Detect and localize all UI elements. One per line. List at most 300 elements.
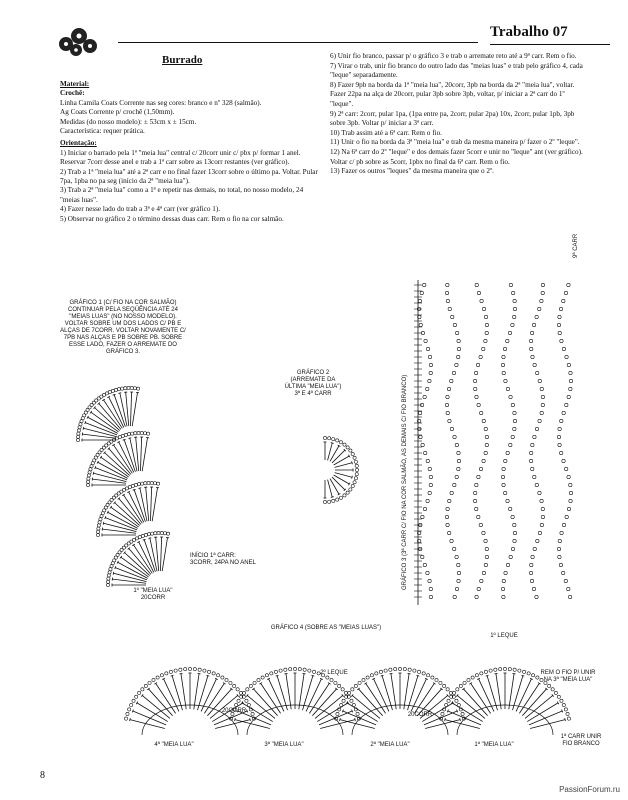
grafico4-fan-1-chain bbox=[193, 668, 196, 671]
grafico2-fan-stitch bbox=[330, 479, 339, 495]
grafico3-chain bbox=[569, 379, 572, 382]
grafico4-fan-3-chain bbox=[455, 699, 458, 702]
grafico3-chain bbox=[532, 323, 535, 326]
grafico1-half-moon-4-stitch bbox=[82, 434, 116, 438]
grafico3-chain bbox=[446, 395, 449, 398]
grafico3-chain bbox=[535, 315, 538, 318]
meia-lua-4-label: 4ª "MEIA LUA" bbox=[154, 742, 194, 748]
grafico1-half-moon-3-stitch-top bbox=[93, 472, 94, 475]
grafico1-half-moon-3-chain bbox=[124, 433, 127, 436]
grafico3-chain bbox=[455, 475, 458, 478]
watermark: PassionForum.ru bbox=[559, 785, 620, 794]
grafico3-chain bbox=[447, 387, 450, 390]
grafico1-half-moon-3-chain bbox=[140, 431, 143, 434]
grafico1-half-moon-1-stitch bbox=[162, 538, 167, 572]
grafico3-chain bbox=[531, 443, 534, 446]
grafico3-chain bbox=[513, 299, 516, 302]
grafico4-fan-4-chain bbox=[554, 691, 557, 694]
grafico3-chain bbox=[484, 563, 487, 566]
grafico1-half-moon-2-stitch-top bbox=[138, 488, 141, 489]
grafico4-fan-4-chain bbox=[557, 695, 560, 698]
grafico3-chain bbox=[509, 555, 512, 558]
grafico1-half-moon-2-stitch-top bbox=[133, 489, 136, 490]
grafico3-chain bbox=[513, 531, 516, 534]
grafico3-chain bbox=[564, 291, 567, 294]
grafico4-fan-3-stitch-top bbox=[460, 718, 461, 721]
grafico1-half-moon-4-chain bbox=[133, 387, 136, 390]
grafico4-fan-1-stitch-top bbox=[171, 675, 174, 676]
grafico3-chain bbox=[565, 403, 568, 406]
grafico3-chain bbox=[560, 531, 563, 534]
grafico1-half-moon-4-chain bbox=[117, 388, 120, 391]
grafico4-fan-1-stitch bbox=[194, 674, 199, 710]
agulha-text: Ag Coats Corrente p/ crochê (1,50mm). bbox=[60, 108, 175, 117]
grafico3-chain bbox=[482, 419, 485, 422]
grafico2-fan-chain bbox=[346, 446, 349, 449]
grafico4-fan-2-stitch-top bbox=[355, 718, 356, 721]
grafico4-fan-1-chain bbox=[239, 691, 242, 694]
grafico4-fan-3-stitch-top bbox=[342, 710, 343, 713]
grafico3-chain bbox=[564, 467, 567, 470]
grafico1-half-moon-1-chain bbox=[151, 532, 154, 535]
grafico1-half-moon-4-chain bbox=[114, 388, 117, 391]
grafico4-fan-3-chain bbox=[370, 674, 373, 677]
grafico3-chain bbox=[503, 491, 506, 494]
grafico3-chain bbox=[428, 379, 431, 382]
grafico3-chain bbox=[541, 291, 544, 294]
grafico3-chain bbox=[558, 331, 561, 334]
grafico3-chain bbox=[429, 595, 432, 598]
grafico3-chain bbox=[559, 307, 562, 310]
grafico4-fan-4-chain bbox=[475, 674, 478, 677]
grafico3-chain bbox=[529, 571, 532, 574]
grafico4-fan-4-chain bbox=[484, 670, 487, 673]
grafico4-fan-3-chain bbox=[439, 681, 442, 684]
grafico1-half-moon-3-chain bbox=[86, 483, 89, 486]
grafico4-base-arc-4 bbox=[457, 705, 553, 735]
grafico3-chain bbox=[455, 331, 458, 334]
grafico1-half-moon-4-chain bbox=[78, 426, 81, 429]
grafico4-fan-2-chain bbox=[270, 672, 273, 675]
grafico1-half-moon-3-chain bbox=[143, 432, 146, 435]
grafico3-chain bbox=[475, 595, 478, 598]
grafico4-fan-2-chain bbox=[249, 684, 252, 687]
grafico3-chain bbox=[562, 459, 565, 462]
grafico3-chain bbox=[426, 387, 429, 390]
grafico3-chain bbox=[418, 411, 421, 414]
grafico1-half-moon-1-stitch bbox=[160, 537, 161, 571]
grafico4-fan-4-chain bbox=[459, 684, 462, 687]
grafico1-half-moon-1-stitch-top bbox=[113, 572, 114, 575]
grafico4-fan-3-stitch bbox=[404, 674, 409, 710]
grafico3-chain bbox=[540, 299, 543, 302]
grafico4-fan-4-stitch-top bbox=[521, 675, 524, 676]
grafico4-fan-3-chain bbox=[422, 672, 425, 675]
grafico3-chain bbox=[426, 499, 429, 502]
grafico3-chain bbox=[511, 435, 514, 438]
grafico3-chain bbox=[421, 515, 424, 518]
grafico3-chain bbox=[509, 395, 512, 398]
grafico3-chain bbox=[541, 283, 544, 286]
grafico2-fan-stitch bbox=[330, 446, 339, 462]
grafico4-fan-2-stitch bbox=[277, 676, 287, 710]
grafico3-chain bbox=[538, 491, 541, 494]
grafico3-chain bbox=[562, 523, 565, 526]
grafico4-fan-4-stitch-top bbox=[445, 718, 446, 721]
grafico1-half-moon-4-chain bbox=[76, 438, 79, 441]
grafico3-chain bbox=[512, 315, 515, 318]
grafico4-fan-2-chain bbox=[246, 688, 249, 691]
grafico2-fan-chain bbox=[351, 452, 354, 455]
page-number: 8 bbox=[40, 770, 45, 781]
grafico3-chain bbox=[477, 587, 480, 590]
grafico3-chain bbox=[482, 347, 485, 350]
grafico1-half-moon-3-stitch-top bbox=[95, 466, 96, 469]
grafico1-half-moon-4-stitch-top bbox=[83, 427, 84, 430]
grafico2-fan-chain bbox=[328, 500, 331, 503]
grafico1-half-moon-3-chain bbox=[87, 474, 90, 477]
grafico3-chain bbox=[453, 323, 456, 326]
grafico1-half-moon-1-chain bbox=[107, 574, 110, 577]
grafico4-fan-1-chain bbox=[152, 678, 155, 681]
grafico4-fan-2-chain bbox=[261, 676, 264, 679]
grafico4-fan-4-chain bbox=[551, 688, 554, 691]
grafico3-chain bbox=[473, 379, 476, 382]
grafico3-chain bbox=[529, 339, 532, 342]
grafico4-fan-2-chain bbox=[257, 678, 260, 681]
grafico2-fan-chain bbox=[351, 484, 354, 487]
grafico1-half-moon-1-stitch-top bbox=[148, 538, 151, 539]
grafico4-fan-1-chain bbox=[126, 712, 129, 715]
step-7: 7) Virar o trab, unir fio branco do outro lado das "meias luas" e trab pelo gráfico 4, cada "leque" separadamente. bbox=[330, 61, 583, 80]
grafico1-half-moon-4-stitch bbox=[130, 392, 131, 426]
grafico3-chain bbox=[475, 507, 478, 510]
grafico4-fan-2-chain bbox=[293, 667, 296, 670]
grafico2-fan-stitch bbox=[328, 443, 333, 460]
grafico1-half-moon-1-chain bbox=[109, 568, 112, 571]
grafico2-fan-chain bbox=[355, 468, 358, 471]
grafico4-fan-4-stitch-top bbox=[486, 675, 489, 676]
grafico3-chain bbox=[511, 403, 514, 406]
grafico3-chain bbox=[541, 507, 544, 510]
grafico4-fan-2-stitch bbox=[299, 674, 304, 710]
step-13: 13) Fazer os outros "leques" da mesma maneira que o 2º. bbox=[330, 167, 494, 176]
grafico1-half-moon-1-chain bbox=[147, 533, 150, 536]
grafico1-half-moon-3-stitch bbox=[140, 437, 141, 471]
grafico1-half-moon-4-chain bbox=[127, 386, 130, 389]
grafico4-fan-4-chain bbox=[564, 708, 567, 711]
grafico3-chain bbox=[530, 563, 533, 566]
grafico4-fan-2-chain bbox=[284, 668, 287, 671]
grafico1-half-moon-2-stitch bbox=[102, 529, 136, 533]
grafico3-chain bbox=[428, 467, 431, 470]
grafico1-half-moon-2-chain bbox=[144, 482, 147, 485]
grafico3-chain bbox=[540, 387, 543, 390]
grafico3-chain bbox=[511, 291, 514, 294]
grafico4-fan-3-chain bbox=[394, 668, 397, 671]
grafico3-chain bbox=[429, 371, 432, 374]
grafico4-fan-1-chain bbox=[217, 674, 220, 677]
grafico1-half-moon-1-stitch-top bbox=[143, 539, 146, 540]
grafico1-half-moon-1-chain bbox=[167, 532, 170, 535]
grafico3-chain bbox=[562, 347, 565, 350]
grafico2-fan-chain bbox=[349, 449, 352, 452]
grafico3-chain bbox=[475, 283, 478, 286]
grafico1-half-moon-2-chain bbox=[131, 484, 134, 487]
grafico3-chain bbox=[568, 595, 571, 598]
grafico4-fan-2-stitch bbox=[286, 674, 291, 710]
grafico3-chain bbox=[447, 531, 450, 534]
grafico1-half-moon-2-chain bbox=[157, 482, 160, 485]
grafico4-fan-1-stitch-top bbox=[130, 718, 131, 721]
grafico4-fan-1-chain bbox=[174, 669, 177, 672]
grafico4-fan-2-chain bbox=[338, 684, 341, 687]
grafico4-fan-4-chain bbox=[447, 699, 450, 702]
grafico3-chain bbox=[453, 435, 456, 438]
grafico1-half-moon-1-chain bbox=[106, 580, 109, 583]
grafico3-chain bbox=[477, 291, 480, 294]
grafico3-chain bbox=[419, 435, 422, 438]
grafico4-fan-1-chain bbox=[184, 668, 187, 671]
grafico3-chain bbox=[446, 523, 449, 526]
grafico3-chain bbox=[538, 307, 541, 310]
grafico4-fan-1-chain bbox=[141, 688, 144, 691]
rem-fio-label: REM O FIO P/ UNIR NA 3ª "MEIA LUA" bbox=[540, 670, 596, 683]
grafico2-fan-stitch bbox=[334, 475, 350, 484]
grafico4-fan-3-stitch-top bbox=[457, 710, 458, 713]
grafico4-fan-2-chain bbox=[279, 669, 282, 672]
grafico3-chain bbox=[445, 291, 448, 294]
grafico4-fan-1-chain bbox=[225, 678, 228, 681]
grafico4-fan-3-stitch bbox=[408, 676, 418, 710]
grafico1-half-moon-4-chain bbox=[111, 389, 114, 392]
step-3: 3) Trab a 2ª "meia lua" como a 1ª e repetir nas demais, no total, no nosso modelo, 24 "meias luas". bbox=[60, 186, 304, 204]
grafico3-chain bbox=[446, 411, 449, 414]
grafico4-fan-3-chain bbox=[435, 678, 438, 681]
step-6: 6) Unir fio branco, passar p/ o gráfico 3 e trab o arremate reto até a 9ª carr. Rem o fio. bbox=[330, 52, 577, 60]
grafico3-chain bbox=[455, 443, 458, 446]
grafico4-fan-3-chain bbox=[413, 669, 416, 672]
grafico3-chain bbox=[480, 411, 483, 414]
grafico4-fan-1-chain bbox=[130, 703, 133, 706]
grafico1-half-moon-3-chain bbox=[127, 433, 130, 436]
grafico3-chain bbox=[535, 483, 538, 486]
grafico3-chain bbox=[455, 587, 458, 590]
grafico3-chain bbox=[479, 523, 482, 526]
grafico1-half-moon-1-chain bbox=[107, 577, 110, 580]
grafico2-fan-stitch-top bbox=[352, 476, 353, 479]
grafico1-half-moon-4-stitch-top bbox=[113, 394, 116, 395]
grafico3-chain bbox=[426, 459, 429, 462]
grafico3-chain bbox=[445, 515, 448, 518]
grafico2-fan-chain bbox=[323, 500, 326, 503]
grafico2-fan-stitch bbox=[334, 456, 350, 465]
grafico4-base-arc-2 bbox=[247, 705, 343, 735]
grafico4-fan-4-stitch bbox=[529, 711, 562, 725]
grafico3-chain bbox=[540, 523, 543, 526]
grafico4-fan-3-chain bbox=[417, 670, 420, 673]
grafico1-half-moon-2-chain bbox=[97, 524, 100, 527]
grafico3-chain bbox=[484, 427, 487, 430]
grafico4-fan-3-chain bbox=[446, 688, 449, 691]
grafico4-fan-3-chain bbox=[449, 691, 452, 694]
grafico3-chain bbox=[533, 547, 536, 550]
grafico4-fan-3-chain bbox=[340, 703, 343, 706]
grafico1-half-moon-3-chain bbox=[121, 434, 124, 437]
grafico1-half-moon-2-chain bbox=[96, 533, 99, 536]
grafico3-chain bbox=[513, 307, 516, 310]
grafico4-fan-1-stitch bbox=[133, 711, 166, 725]
grafico1-half-moon-3-chain bbox=[86, 480, 89, 483]
grafico2-fan-chain bbox=[343, 494, 346, 497]
grafico3-chain bbox=[540, 499, 543, 502]
grafico1-half-moon-2-chain bbox=[98, 521, 101, 524]
grafico4-fan-3-chain bbox=[461, 712, 464, 715]
grafico4-fan-1-chain bbox=[135, 695, 138, 698]
grafico3-chain bbox=[530, 579, 533, 582]
grafico4-fan-1-chain bbox=[138, 691, 141, 694]
grafico3-chain bbox=[423, 563, 426, 566]
grafico3-chain bbox=[475, 395, 478, 398]
grafico-1-label: GRÁFICO 1 (C/ FIO NA COR SALMÃO) CONTINUAR PELA SEQÜÊNCIA ATÉ 24 "MEIAS LUAS" (NO NOSSO MODELO). VOLTAR SOBRE UM DOS LADOS C/ PB E ALÇAS DE 7CORR. VOLTAR NOVAMENTE C/ 7PB NAS ALÇAS E PB SOBRE PB. SOBRE ESSE LADO, FAZER O ARREMATE DO GRÁFICO 3. bbox=[60, 300, 186, 355]
grafico3-chain bbox=[474, 371, 477, 374]
grafico1-half-moon-4-chain bbox=[130, 386, 133, 389]
grafico2-fan-stitch bbox=[335, 473, 352, 478]
grafico3-chain bbox=[567, 587, 570, 590]
grafico2-fan-stitch-top bbox=[352, 461, 353, 464]
grafico3-chain bbox=[423, 283, 426, 286]
grafico4-fan-4-chain bbox=[494, 668, 497, 671]
grafico3-chain bbox=[484, 451, 487, 454]
materials-heading: Material: bbox=[60, 80, 90, 88]
grafico3-chain bbox=[540, 411, 543, 414]
grafico1-half-moon-1-chain bbox=[108, 571, 111, 574]
grafico3-chain bbox=[506, 451, 509, 454]
grafico3-chain bbox=[482, 531, 485, 534]
grafico3-chain bbox=[457, 451, 460, 454]
leque-2-label: 2º LEQUE bbox=[320, 670, 348, 676]
grafico1-half-moon-2-chain bbox=[99, 518, 102, 521]
grafico3-chain bbox=[446, 299, 449, 302]
grafico3-chain bbox=[559, 563, 562, 566]
grafico3-chain bbox=[535, 427, 538, 430]
grafico1-half-moon-4-chain bbox=[121, 387, 124, 390]
grafico3-chain bbox=[567, 507, 570, 510]
grafico4-fan-1-stitch-top bbox=[206, 675, 209, 676]
grafico3-chain bbox=[476, 363, 479, 366]
grafico2-fan-chain bbox=[349, 488, 352, 491]
grafico3-chain bbox=[531, 467, 534, 470]
grafico4-fan-4-stitch-top bbox=[565, 718, 566, 721]
grafico4-fan-2-stitch bbox=[303, 676, 313, 710]
grafico4-fan-3-stitch bbox=[382, 676, 392, 710]
grafico3-chain bbox=[501, 587, 504, 590]
grafico3-chain bbox=[457, 339, 460, 342]
grafico1-half-moon-4-chain bbox=[137, 387, 140, 390]
grafico4-fan-4-chain bbox=[518, 669, 521, 672]
grafico3-chain bbox=[429, 363, 432, 366]
grafico4-fan-4-chain bbox=[499, 668, 502, 671]
grafico3-chain bbox=[541, 403, 544, 406]
grafico3-chain bbox=[446, 283, 449, 286]
grafico3-chain bbox=[569, 483, 572, 486]
meia-lua-1-start-label: 1º "MEIA LUA" 20CORR bbox=[133, 588, 173, 601]
meia-lua-2-label: 2ª "MEIA LUA" bbox=[370, 742, 410, 748]
grafico4-fan-2-chain bbox=[303, 668, 306, 671]
grafico4-fan-4-chain bbox=[532, 674, 535, 677]
grafico1-half-moon-2-chain bbox=[97, 527, 100, 530]
grafico3-chain bbox=[535, 595, 538, 598]
grafico3-chain bbox=[503, 347, 506, 350]
grafico4-fan-2-chain bbox=[308, 669, 311, 672]
grafico3-chain bbox=[455, 555, 458, 558]
grafico3-chain bbox=[484, 539, 487, 542]
grafico4-fan-3-chain bbox=[431, 676, 434, 679]
grafico2-fan-chain bbox=[332, 437, 335, 440]
grafico2-fan-stitch bbox=[335, 463, 352, 468]
grafico3-chain bbox=[541, 515, 544, 518]
grafico4-base-arc-3 bbox=[352, 705, 448, 735]
grafico3-chain bbox=[457, 563, 460, 566]
grafico3-chain bbox=[558, 315, 561, 318]
grafico2-fan-chain bbox=[336, 439, 339, 442]
grafico4-fan-2-chain bbox=[356, 712, 359, 715]
grafico3-chain bbox=[479, 467, 482, 470]
grafico1-half-moon-3-stitch-top bbox=[128, 438, 131, 439]
grafico-2-label: GRÁFICO 2 (ARREMATE DA ÚLTIMA "MEIA LUA") 3ª E 4ª CARR bbox=[284, 370, 342, 397]
grafico4-fan-4-chain bbox=[566, 712, 569, 715]
grafico3-chain bbox=[424, 339, 427, 342]
grafico4-fan-2-chain bbox=[274, 670, 277, 673]
grafico1-half-moon-2-chain bbox=[150, 481, 153, 484]
grafico3-chain bbox=[479, 355, 482, 358]
unir-fio-label: 1ª CARR UNIR FIO BRANCO bbox=[560, 734, 602, 747]
grafico4-fan-2-chain bbox=[253, 681, 256, 684]
grafico4-fan-4-chain bbox=[467, 678, 470, 681]
grafico4-fan-2-chain bbox=[237, 699, 240, 702]
grafico3-chain bbox=[453, 483, 456, 486]
grafico3-chain bbox=[560, 419, 563, 422]
grafico4-fan-4-chain bbox=[562, 703, 565, 706]
grafico4-fan-4-chain bbox=[567, 717, 570, 720]
grafico4-fan-4-chain bbox=[463, 681, 466, 684]
grafico2-fan-chain bbox=[355, 473, 358, 476]
grafico4-fan-2-chain bbox=[265, 674, 268, 677]
grafico4-fan-4-chain bbox=[489, 669, 492, 672]
grafico4-fan-2-chain bbox=[298, 668, 301, 671]
step-11: 11) Unir o fio na borda da 3ª "meia lua" e trab da mesma maneira p/ fazer o 2º "leque". bbox=[330, 138, 580, 147]
step-10: 10) Trab assim até a 6ª carr. Rem o fio. bbox=[330, 128, 442, 137]
grafico3-chain bbox=[511, 547, 514, 550]
grafico3-chain bbox=[485, 443, 488, 446]
grafico-4-label: GRÁFICO 4 (SOBRE AS "MEIAS LUAS") bbox=[270, 625, 382, 631]
grafico4-fan-2-stitch-top bbox=[235, 718, 236, 721]
grafico3-chain bbox=[477, 403, 480, 406]
grafico4-fan-3-chain bbox=[389, 668, 392, 671]
grafico3-chain bbox=[506, 387, 509, 390]
grafico1-half-moon-1-stitch bbox=[112, 579, 146, 583]
grafico1-half-moon-2-stitch-top bbox=[105, 516, 106, 519]
grafico1-half-moon-2-stitch bbox=[152, 488, 157, 522]
grafico3-chain bbox=[480, 299, 483, 302]
grafico4-fan-3-chain bbox=[375, 672, 378, 675]
grafico4-fan-4-stitch bbox=[448, 711, 481, 725]
grafico4-fan-4-stitch bbox=[513, 676, 523, 710]
grafico1-half-moon-3-stitch-top bbox=[123, 439, 126, 440]
grafico3-chain bbox=[565, 515, 568, 518]
grafico4-fan-1-chain bbox=[212, 672, 215, 675]
grafico4-fan-1-chain bbox=[233, 684, 236, 687]
